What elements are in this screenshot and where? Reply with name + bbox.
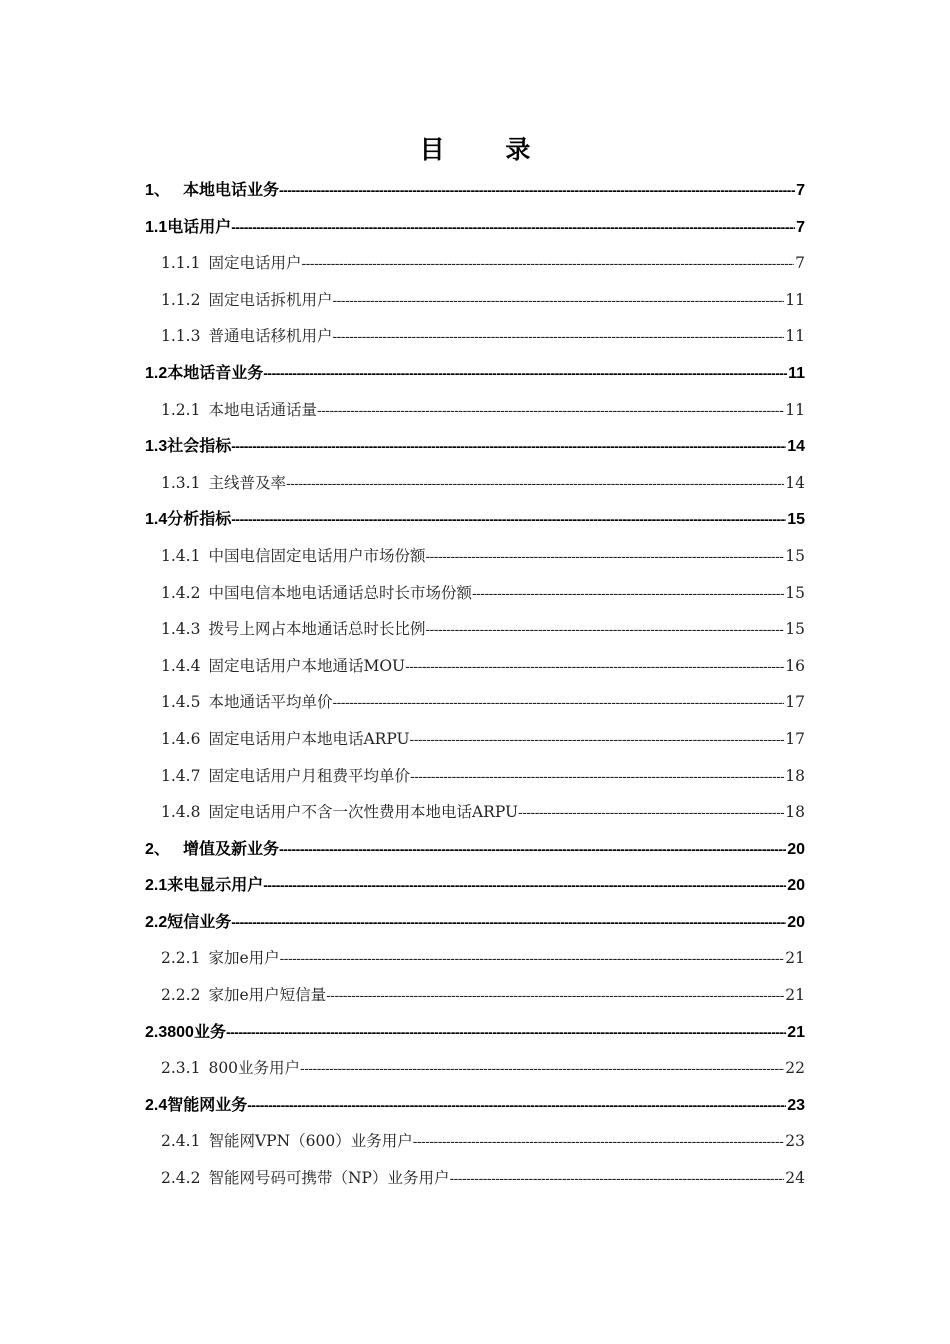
toc-entry-page-number: 7 — [796, 218, 805, 236]
toc-entry[interactable] — [145, 1050, 805, 1087]
toc-entry-text: 短信业务 — [167, 913, 232, 931]
toc-entry-page-number: 7 — [795, 254, 805, 273]
toc-entry-label — [145, 868, 263, 904]
toc-entry-number: 1.4.3 — [161, 620, 201, 639]
toc-dot-leader — [300, 1050, 784, 1087]
toc-entry-label — [161, 648, 405, 685]
toc-dot-leader — [425, 538, 784, 575]
toc-entry-text: 中国电信固定电话用户市场份额 — [208, 546, 426, 565]
toc-entry[interactable] — [145, 282, 805, 319]
toc-entry-number: 1.3 — [145, 438, 168, 456]
toc-dot-leader — [332, 684, 784, 721]
toc-entry-number: 1.4.2 — [161, 583, 201, 602]
toc-entry-number: 1、 — [145, 182, 170, 199]
toc-entry-page-number: 17 — [785, 693, 805, 712]
toc-entry[interactable] — [145, 611, 805, 648]
toc-entry[interactable] — [145, 758, 805, 795]
toc-entry-number: 1.3.1 — [161, 473, 201, 492]
toc-dot-leader — [231, 209, 795, 246]
toc-entry-page-number: 21 — [787, 1023, 805, 1041]
toc-entry-text: 社会指标 — [167, 438, 232, 456]
toc-entry-label — [145, 1015, 226, 1051]
toc-entry-text: 智能网业务 — [167, 1096, 248, 1114]
toc-entry-label — [161, 465, 286, 502]
toc-dot-leader — [410, 758, 784, 795]
toc-dot-leader — [425, 611, 784, 648]
toc-entry-text: 中国电信本地电话通话总时长市场份额 — [208, 583, 472, 602]
toc-entry-label — [161, 575, 472, 612]
toc-entry-page-number: 11 — [788, 364, 805, 382]
toc-entry-number: 2、 — [145, 840, 170, 858]
toc-entry-page-number: 16 — [785, 656, 805, 675]
toc-entry-text: 拨号上网占本地通话总时长比例 — [208, 620, 426, 639]
toc-entry-label — [161, 318, 332, 355]
toc-entry-page-number: 7 — [796, 182, 805, 199]
toc-entry-label — [145, 173, 279, 209]
toc-dot-leader — [472, 575, 784, 612]
toc-entry[interactable] — [145, 648, 805, 685]
toc-entry-page-number: 15 — [785, 620, 805, 639]
toc-entry[interactable] — [145, 904, 805, 941]
toc-entry-page-number: 22 — [785, 1059, 805, 1078]
toc-entry-text: 增值及新业务 — [183, 840, 280, 858]
toc-entry-text: 来电显示用户 — [167, 877, 264, 895]
toc-entry-number: 2.3.1 — [161, 1059, 201, 1078]
toc-entry[interactable] — [145, 318, 805, 355]
toc-entry-text: 家加e用户 — [208, 949, 280, 968]
toc-dot-leader — [226, 1014, 786, 1051]
toc-entry-label — [145, 502, 231, 538]
toc-entry-page-number: 15 — [787, 511, 805, 529]
toc-dot-leader — [231, 428, 786, 465]
toc-dot-leader — [317, 392, 784, 429]
toc-entry-number: 2.3 — [145, 1023, 168, 1041]
toc-entry-label — [161, 1160, 449, 1197]
toc-dot-leader — [518, 794, 784, 831]
toc-entry-text: 本地话音业务 — [167, 364, 264, 382]
toc-entry[interactable] — [145, 538, 805, 575]
toc-entry[interactable] — [145, 465, 805, 502]
toc-dot-leader — [263, 355, 787, 392]
toc-entry-label — [145, 905, 231, 941]
toc-dot-leader — [279, 172, 795, 209]
toc-entry-text: 固定电话用户月租费平均单价 — [208, 766, 410, 785]
toc-entry[interactable] — [145, 392, 805, 429]
toc-dot-leader — [405, 648, 784, 685]
toc-entry-label — [161, 977, 326, 1014]
toc-entry[interactable] — [145, 501, 805, 538]
toc-entry-text: 本地电话通话量 — [208, 400, 317, 419]
toc-entry-text: 本地通话平均单价 — [208, 693, 333, 712]
toc-entry-number: 1.4.7 — [161, 766, 201, 785]
toc-entry-page-number: 20 — [787, 913, 805, 931]
toc-entry[interactable] — [145, 794, 805, 831]
toc-entry-text: 固定电话用户不含一次性费用本地电话ARPU — [208, 803, 519, 822]
toc-entry-page-number: 23 — [785, 1132, 805, 1151]
toc-entry-page-number: 18 — [785, 766, 805, 785]
toc-entry-number: 1.4.6 — [161, 729, 201, 748]
toc-entry-text: 分析指标 — [167, 511, 232, 529]
toc-entry-text: 800业务用户 — [208, 1059, 301, 1078]
toc-dot-leader — [280, 940, 785, 977]
toc-entry-page-number: 20 — [787, 840, 805, 858]
toc-entry-label — [161, 684, 332, 721]
toc-title: 目 录 — [419, 135, 557, 164]
toc-entry[interactable] — [145, 172, 805, 209]
toc-entry-page-number: 11 — [785, 327, 805, 346]
toc-entry-number: 2.1 — [145, 877, 168, 895]
toc-entry[interactable] — [145, 940, 805, 977]
toc-dot-leader — [326, 977, 784, 1014]
toc-entry-number: 1.1.2 — [161, 290, 201, 309]
toc-entry-label — [145, 832, 279, 868]
toc-entry[interactable] — [145, 1123, 805, 1160]
toc-entry-label — [161, 538, 425, 575]
toc-entry[interactable] — [145, 1160, 805, 1197]
toc-entry-number: 1.1.3 — [161, 327, 201, 346]
toc-entry-page-number: 11 — [785, 290, 805, 309]
toc-entry-number: 2.2.2 — [161, 986, 201, 1005]
toc-entry-number: 1.4.8 — [161, 803, 201, 822]
toc-entry-label — [161, 1050, 300, 1087]
toc-list — [145, 172, 805, 1197]
toc-entry[interactable] — [145, 831, 805, 868]
toc-entry-number: 1.2.1 — [161, 400, 201, 419]
toc-entry-page-number: 21 — [785, 949, 805, 968]
toc-entry-text: 固定电话用户本地电话ARPU — [208, 729, 410, 748]
toc-entry-text: 固定电话拆机用户 — [208, 290, 333, 309]
toc-dot-leader — [231, 904, 786, 941]
toc-entry-label — [145, 429, 231, 465]
toc-dot-leader — [247, 1087, 786, 1124]
toc-dot-leader — [332, 318, 784, 355]
toc-entry-number: 1.1.1 — [161, 254, 201, 273]
toc-entry-label — [161, 758, 410, 795]
toc-entry-number: 2.2 — [145, 913, 168, 931]
toc-entry[interactable] — [145, 209, 805, 246]
toc-entry[interactable] — [145, 355, 805, 392]
toc-entry-label — [161, 392, 317, 429]
toc-entry-number: 2.2.1 — [161, 949, 201, 968]
toc-entry-text: 普通电话移机用户 — [208, 327, 333, 346]
toc-dot-leader — [410, 721, 785, 758]
toc-entry-label — [145, 356, 263, 392]
toc-entry-number: 1.4 — [145, 511, 168, 529]
toc-dot-leader — [301, 245, 794, 282]
toc-entry-label — [161, 794, 518, 831]
toc-entry-label — [145, 210, 231, 246]
toc-entry-label — [161, 1123, 413, 1160]
toc-entry[interactable] — [145, 245, 805, 282]
toc-entry-number: 2.4.2 — [161, 1169, 201, 1188]
toc-entry-number: 1.1 — [145, 218, 168, 236]
toc-entry-page-number: 15 — [785, 583, 805, 602]
toc-entry-label — [161, 282, 332, 319]
toc-entry-page-number: 18 — [785, 803, 805, 822]
toc-entry-page-number: 14 — [785, 473, 805, 492]
toc-entry-text: 智能网VPN（600）业务用户 — [208, 1132, 413, 1151]
toc-entry-page-number: 21 — [785, 986, 805, 1005]
toc-dot-leader — [332, 282, 784, 319]
toc-entry-text: 800业务 — [167, 1023, 226, 1041]
toc-dot-leader — [449, 1160, 784, 1197]
toc-entry[interactable] — [145, 1014, 805, 1051]
toc-entry-text: 固定电话用户 — [208, 254, 302, 273]
toc-entry-label — [161, 940, 280, 977]
toc-entry-number: 1.4.1 — [161, 546, 201, 565]
toc-entry-page-number: 15 — [785, 546, 805, 565]
toc-entry[interactable] — [145, 721, 805, 758]
toc-entry-label — [161, 721, 410, 758]
toc-dot-leader — [413, 1123, 785, 1160]
toc-entry-page-number: 11 — [785, 400, 805, 419]
toc-entry-page-number: 14 — [787, 438, 805, 456]
toc-entry-text: 固定电话用户本地通话MOU — [208, 656, 406, 675]
toc-entry-number: 2.4.1 — [161, 1132, 201, 1151]
toc-entry-page-number: 24 — [785, 1169, 805, 1188]
toc-entry-page-number: 17 — [785, 729, 805, 748]
toc-entry[interactable] — [145, 977, 805, 1014]
toc-entry-number: 1.4.5 — [161, 693, 201, 712]
toc-entry[interactable] — [145, 1087, 805, 1124]
toc-entry[interactable] — [145, 867, 805, 904]
toc-entry-number: 1.4.4 — [161, 656, 201, 675]
toc-entry-page-number: 20 — [787, 877, 805, 895]
toc-dot-leader — [286, 465, 784, 502]
toc-entry[interactable] — [145, 428, 805, 465]
toc-entry[interactable] — [145, 575, 805, 612]
toc-dot-leader — [263, 867, 786, 904]
toc-entry-label — [161, 611, 425, 648]
toc-entry-text: 本地电话业务 — [183, 182, 280, 199]
toc-entry-number: 1.2 — [145, 364, 168, 382]
toc-entry-label — [161, 245, 301, 282]
toc-entry-text: 智能网号码可携带（NP）业务用户 — [208, 1169, 450, 1188]
toc-dot-leader — [279, 831, 786, 868]
toc-dot-leader — [231, 501, 786, 538]
toc-entry-text: 电话用户 — [167, 218, 232, 236]
toc-entry-label — [145, 1088, 247, 1124]
toc-entry-page-number: 23 — [787, 1096, 805, 1114]
toc-entry-text: 主线普及率 — [208, 473, 286, 492]
toc-entry-number: 2.4 — [145, 1096, 168, 1114]
toc-entry[interactable] — [145, 684, 805, 721]
toc-entry-text: 家加e用户短信量 — [208, 986, 327, 1005]
